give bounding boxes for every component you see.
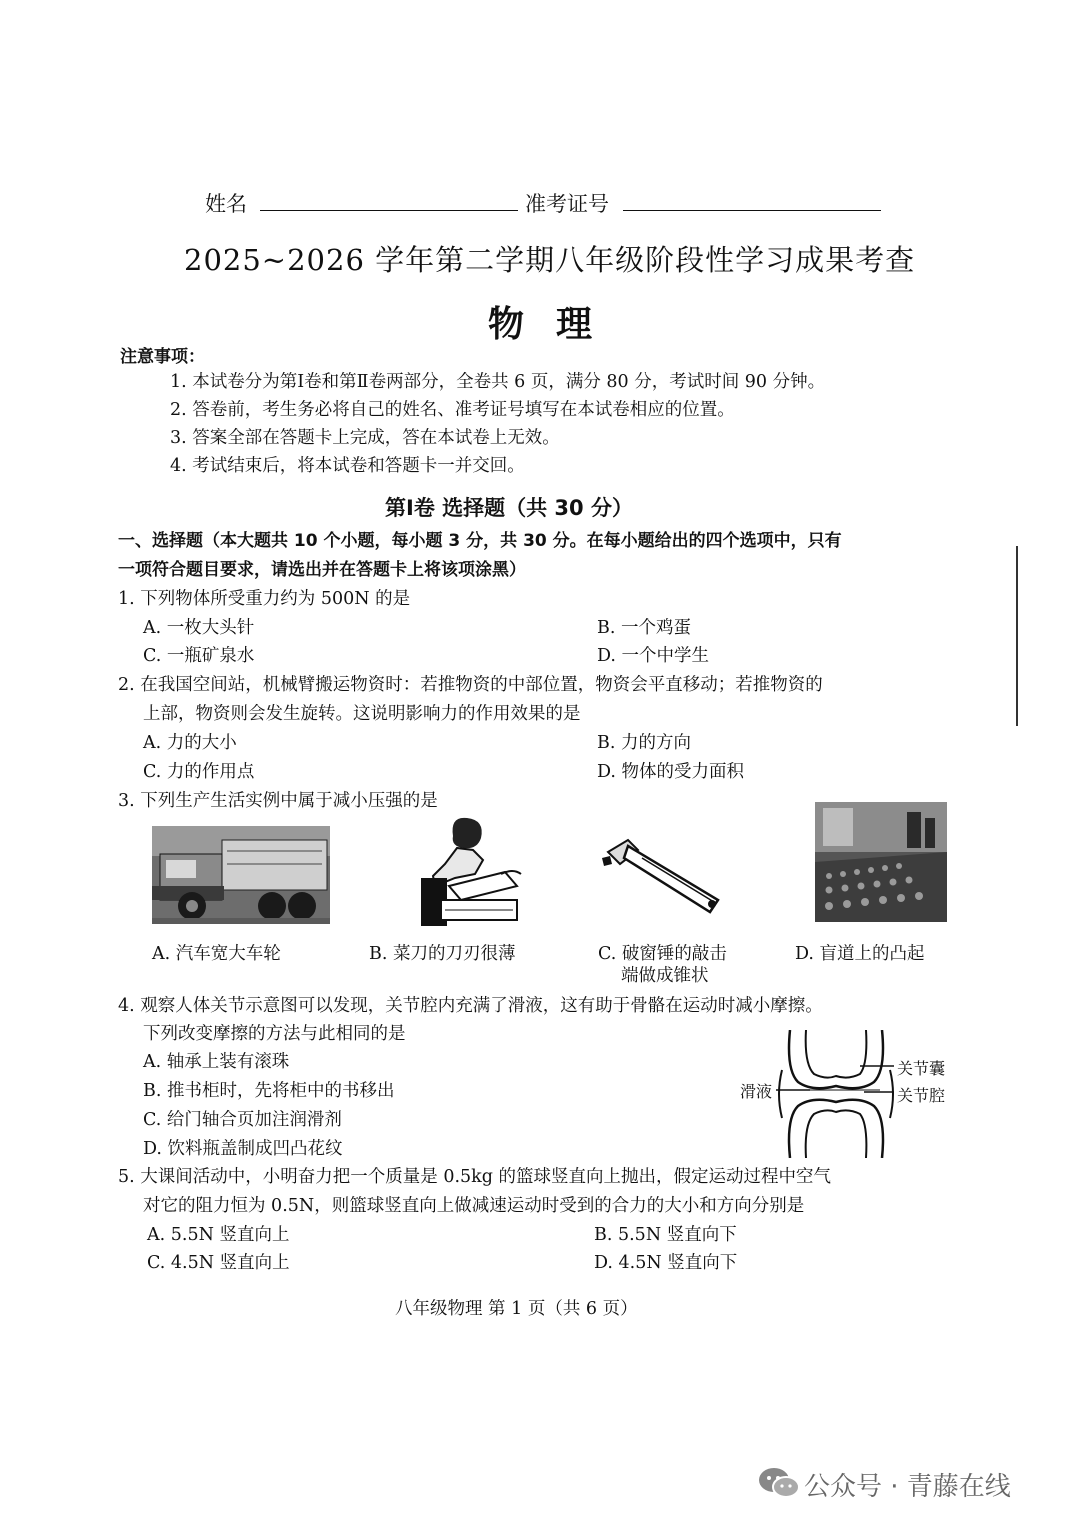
label-synovial-fluid: 滑液 — [740, 1082, 773, 1101]
scan-edge — [1016, 546, 1018, 726]
label-joint-capsule: 关节囊 — [897, 1059, 946, 1078]
note-item: 1. 本试卷分为第Ⅰ卷和第Ⅱ卷两部分，全卷共 6 页，满分 80 分，考试时间 90 分钟。 — [170, 372, 826, 392]
id-label: 准考证号 — [525, 192, 609, 216]
section1-title: 第Ⅰ卷 选择题（共 30 分） — [385, 496, 633, 520]
q5-option-b: B. 5.5N 竖直向下 — [594, 1225, 737, 1245]
q3-option-d: D. 盲道上的凸起 — [795, 944, 925, 964]
subject-title: 物理 — [488, 303, 625, 345]
q1-stem: 1. 下列物体所受重力约为 500N 的是 — [118, 589, 411, 609]
q1-option-a: A. 一枚大头针 — [143, 618, 255, 638]
hammer-image — [598, 822, 736, 914]
q3-option-b: B. 菜刀的刀刃很薄 — [369, 944, 516, 964]
q2-option-c: C. 力的作用点 — [143, 762, 255, 782]
wechat-icon — [758, 1466, 800, 1500]
joint-leader-lines — [860, 1058, 900, 1098]
q5-stem: 5. 大课间活动中，小明奋力把一个质量是 0.5kg 的篮球竖直向上抛出，假定运动过程中空气 — [118, 1167, 832, 1187]
section1-instruction: 一项符合题目要求，请选出并在答题卡上将该项涂黑） — [118, 560, 526, 580]
note-item: 2. 答卷前，考生务必将自己的姓名、准考证号填写在本试卷相应的位置。 — [170, 400, 735, 420]
q1-option-c: C. 一瓶矿泉水 — [143, 646, 255, 666]
q5-option-c: C. 4.5N 竖直向上 — [147, 1253, 290, 1273]
q3-stem: 3. 下列生产生活实例中属于减小压强的是 — [118, 791, 438, 811]
page-footer: 八年级物理 第 1 页（共 6 页） — [395, 1299, 638, 1319]
q2-option-a: A. 力的大小 — [143, 733, 237, 753]
q5-option-d: D. 4.5N 竖直向下 — [594, 1253, 738, 1273]
watermark-text: 公众号 · 青藤在线 — [804, 1472, 1011, 1502]
q4-option-b: B. 推书柜时，先将柜中的书移出 — [143, 1081, 395, 1101]
knife-cutting-image — [405, 816, 525, 926]
notes-heading: 注意事项： — [120, 347, 205, 367]
q4-stem: 下列改变摩擦的方法与此相同的是 — [143, 1024, 406, 1044]
q5-option-a: A. 5.5N 竖直向上 — [147, 1225, 290, 1245]
q4-stem: 4. 观察人体关节示意图可以发现，关节腔内充满了滑液，这有助于骨骼在运动时减小摩擦。 — [118, 996, 823, 1016]
truck-image — [152, 826, 330, 924]
exam-title: 2025~2026 学年第二学期八年级阶段性学习成果考查 — [184, 243, 916, 277]
q3-option-c: C. 破窗锤的敲击 — [598, 944, 727, 964]
name-field-line[interactable] — [260, 210, 518, 211]
section1-instruction: 一、选择题（本大题共 10 个小题，每小题 3 分，共 30 分。在每小题给出的四个选项中，只有 — [118, 531, 842, 551]
fluid-leader-line — [776, 1082, 816, 1098]
note-item: 4. 考试结束后，将本试卷和答题卡一并交回。 — [170, 456, 525, 476]
id-field-line[interactable] — [623, 210, 881, 211]
q1-option-b: B. 一个鸡蛋 — [597, 618, 691, 638]
q2-option-d: D. 物体的受力面积 — [597, 762, 745, 782]
q5-stem: 对它的阻力恒为 0.5N，则篮球竖直向上做减速运动时受到的合力的大小和方向分别是 — [143, 1196, 805, 1216]
q4-option-a: A. 轴承上装有滚珠 — [143, 1052, 290, 1072]
q2-stem: 2. 在我国空间站，机械臂搬运物资时：若推物资的中部位置，物资会平直移动；若推物资的 — [118, 675, 823, 695]
note-item: 3. 答案全部在答题卡上完成，答在本试卷上无效。 — [170, 428, 560, 448]
q4-option-c: C. 给门轴合页加注润滑剂 — [143, 1110, 342, 1130]
q1-option-d: D. 一个中学生 — [597, 646, 710, 666]
label-joint-cavity: 关节腔 — [897, 1086, 946, 1105]
name-label: 姓名 — [205, 192, 247, 216]
q2-stem: 上部，物资则会发生旋转。这说明影响力的作用效果的是 — [143, 704, 581, 724]
q3-option-c: 端做成锥状 — [621, 966, 709, 986]
q4-option-d: D. 饮料瓶盖制成凹凸花纹 — [143, 1139, 343, 1159]
tactile-paving-image — [815, 802, 947, 922]
q2-option-b: B. 力的方向 — [597, 733, 691, 753]
q3-option-a: A. 汽车宽大车轮 — [152, 944, 281, 964]
